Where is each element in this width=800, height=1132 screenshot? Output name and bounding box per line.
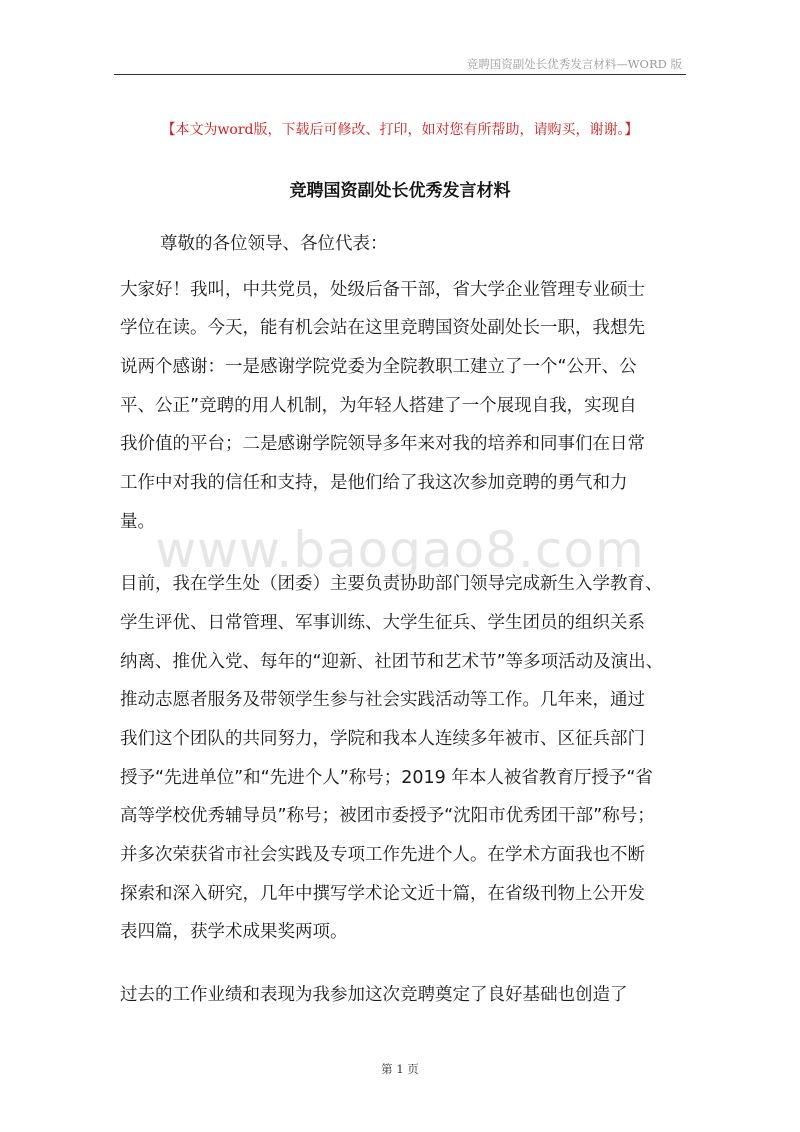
text-line: 表四篇，获学术成果奖两项。: [120, 922, 348, 942]
text-line: 我价值的平台；二是感谢学院领导多年来对我的培养和同事们在日常: [120, 434, 645, 454]
text-line: 工作中对我的信任和支持，是他们给了我这次参加竞聘的勇气和力: [120, 473, 628, 493]
text-line: 推动志愿者服务及带领学生参与社会实践活动等工作。几年来，通过: [120, 690, 645, 710]
text-line: 说两个感谢：一是感谢学院党委为全院教职工建立了一个“公开、公: [120, 357, 637, 377]
text-line: 过去的工作业绩和表现为我参加这次竞聘奠定了良好基础也创造了: [120, 985, 628, 1005]
page-number: 第 1 页: [381, 1062, 419, 1076]
header-divider: [114, 74, 686, 75]
text-line: 并多次荣获省市社会实践及专项工作先进个人。在学术方面我也不断: [120, 845, 645, 865]
text-line: 目前，我在学生处（团委）主要负责协助部门领导完成新生入学教育、: [120, 574, 663, 594]
text-line: 学生评优、日常管理、军事训练、大学生征兵、学生团员的组织关系: [120, 613, 645, 633]
text-line: 大家好！我叫，中共党员，处级后备干部，省大学企业管理专业硕士: [120, 280, 645, 300]
text-line: 我们这个团队的共同努力，学院和我本人连续多年被市、区征兵部门: [120, 729, 645, 749]
text-line: 平、公正”竞聘的用人机制，为年轻人搭建了一个展现自我，实现自: [120, 396, 637, 416]
text-line: 量。: [120, 512, 155, 532]
text-line: 纳离、推优入党、每年的“迎新、社团节和艺术节”等多项活动及演出、: [120, 652, 664, 672]
watermark: www.baogao8.com: [155, 521, 645, 579]
text-line: 学位在读。今天，能有机会站在这里竞聘国资处副处长一职，我想先: [120, 318, 645, 338]
header-doc-label: 竞聘国资副处长优秀发言材料—WORD 版: [466, 57, 682, 71]
text-line: 探索和深入研究，几年中撰写学术论文近十篇，在省级刊物上公开发: [120, 884, 645, 904]
text-line: 授予“先进单位”和“先进个人”称号；2019 年本人被省教育厅授予“省: [120, 768, 653, 788]
salutation-line: 尊敬的各位领导、各位代表：: [160, 234, 388, 254]
download-notice: 【本文为word版，下载后可修改、打印，如对您有所帮助，请购买，谢谢。】: [161, 122, 639, 138]
text-line: 高等学校优秀辅导员”称号；被团市委授予“沈阳市优秀团干部”称号；: [120, 806, 655, 826]
page-title: 竞聘国资副处长优秀发言材料: [289, 181, 511, 201]
